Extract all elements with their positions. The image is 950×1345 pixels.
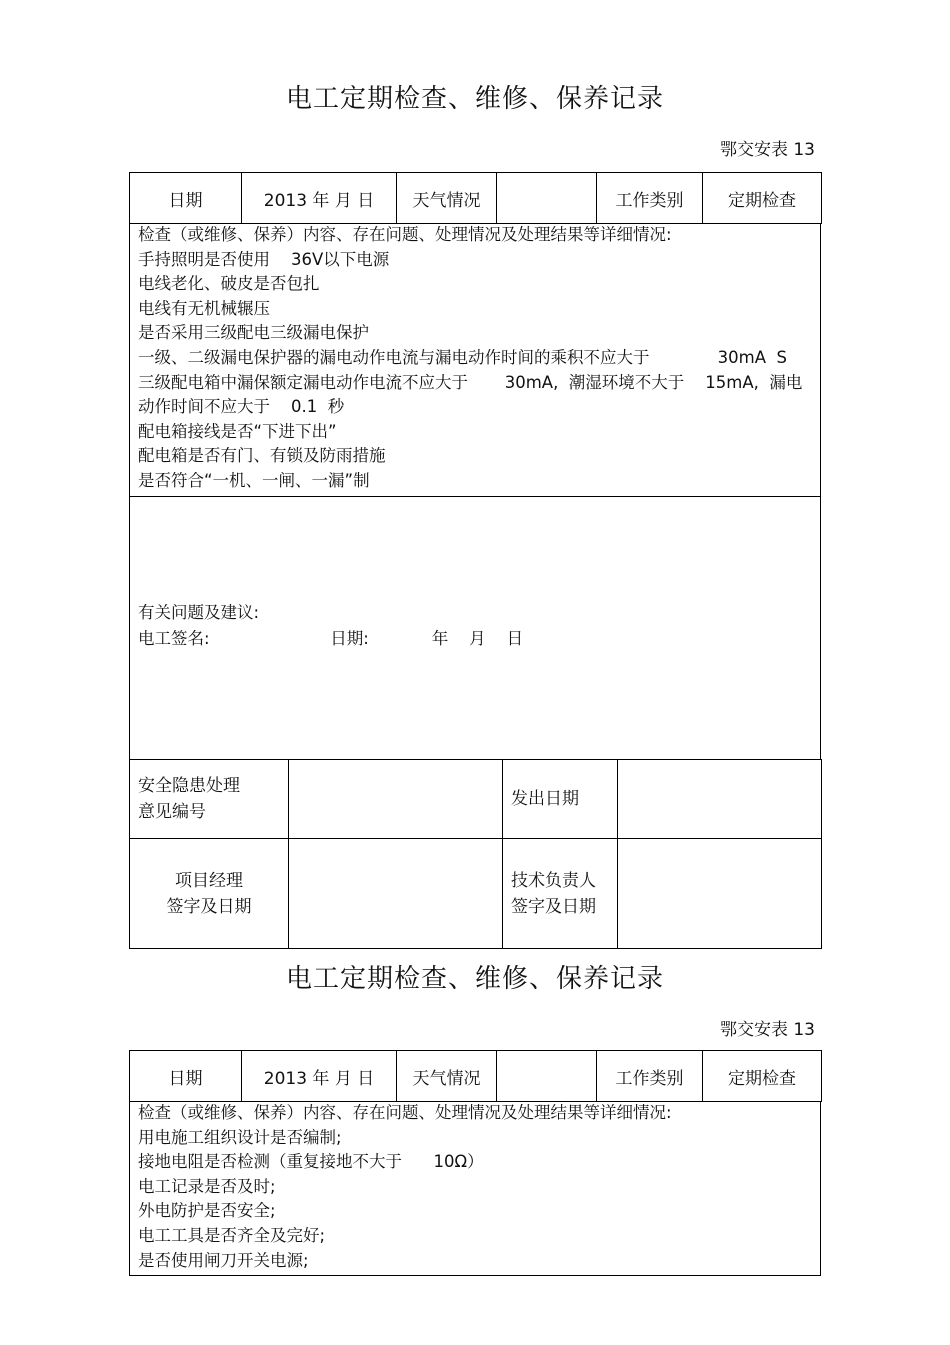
form-code: 鄂交安表 13	[719, 140, 815, 160]
signature-table	[129, 759, 822, 949]
content-line: 一级、二级漏电保护器的漏电动作电流与漏电动作时间的乘积不应大于 30mA S	[138, 347, 788, 367]
tech-lead-sign-label	[503, 839, 618, 949]
form-code: 鄂交安表 13	[719, 1020, 815, 1040]
content-line: 外电防护是否安全;	[138, 1201, 276, 1221]
weather-label: 天气情况	[397, 173, 497, 224]
header-table	[129, 172, 822, 224]
issue-date-value[interactable]	[618, 760, 822, 839]
weather-value[interactable]	[497, 173, 597, 224]
inspection-content	[129, 1101, 821, 1276]
content-line: 配电箱是否有门、有锁及防雨措施	[138, 446, 386, 466]
manager-sign-value[interactable]	[289, 839, 503, 949]
manager-sign-label	[130, 839, 289, 949]
content-line: 电线老化、破皮是否包扎	[138, 274, 320, 294]
tech-lead-sign-value[interactable]	[618, 839, 822, 949]
content-line: 是否采用三级配电三级漏电保护	[138, 323, 369, 343]
hazard-number-label	[130, 760, 289, 839]
manager-label-line: 项目经理 签字及日期	[166, 870, 252, 917]
work-type-value: 定期检查	[703, 173, 822, 224]
date-value[interactable]: 2013 年 月 日	[242, 1051, 397, 1102]
form-title: 电工定期检查、维修、保养记录	[285, 964, 664, 994]
inspection-content	[129, 223, 821, 497]
form-title: 电工定期检查、维修、保养记录	[285, 84, 664, 114]
date-label: 日期	[130, 1051, 242, 1102]
work-type-label: 工作类别	[597, 1051, 703, 1102]
date-label: 日期	[130, 173, 242, 224]
content-line: 电工记录是否及时;	[138, 1176, 276, 1196]
date-value[interactable]: 2013 年 月 日	[242, 173, 397, 224]
content-line: 动作时间不应大于 0.1 秒	[138, 397, 345, 417]
electrician-sign-line[interactable]: 电工签名: 日期: 年 月 日	[138, 629, 524, 648]
content-line: 是否符合“一机、一闸、一漏”制	[138, 470, 370, 490]
header-row	[130, 173, 822, 224]
issue-date-label: 发出日期	[503, 760, 618, 839]
content-line: 配电箱接线是否“下进下出”	[138, 421, 337, 441]
work-type-value: 定期检查	[703, 1051, 822, 1102]
work-type-label: 工作类别	[597, 173, 703, 224]
content-line: 电线有无机械辗压	[138, 298, 270, 318]
tech-lead-label-line: 技术负责人 签字及日期	[511, 870, 596, 917]
weather-value[interactable]	[497, 1051, 597, 1102]
content-line: 电工工具是否齐全及完好;	[138, 1225, 326, 1245]
content-line: 手持照明是否使用 36V以下电源	[138, 249, 390, 269]
content-line: 检查（或维修、保养）内容、存在问题、处理情况及处理结果等详细情况:	[138, 225, 672, 244]
header-row	[130, 1051, 822, 1102]
weather-label: 天气情况	[397, 1051, 497, 1102]
hazard-number-value[interactable]	[289, 760, 503, 839]
content-line: 接地电阻是否检测（重复接地不大于 10Ω）	[138, 1152, 484, 1172]
issues-label: 有关问题及建议:	[138, 603, 260, 622]
content-line: 三级配电箱中漏保额定漏电动作电流不应大于 30mA, 潮湿环境不大于 15mA, 漏电	[138, 372, 803, 392]
content-line: 用电施工组织设计是否编制;	[138, 1127, 342, 1147]
hazard-label-line: 安全隐患处理 意见编号	[138, 776, 240, 822]
content-line: 检查（或维修、保养）内容、存在问题、处理情况及处理结果等详细情况:	[138, 1103, 672, 1122]
manager-row	[130, 839, 822, 949]
header-table	[129, 1050, 822, 1102]
content-line: 是否使用闸刀开关电源;	[138, 1250, 309, 1270]
hazard-row	[130, 760, 822, 839]
issues-box	[129, 497, 821, 760]
